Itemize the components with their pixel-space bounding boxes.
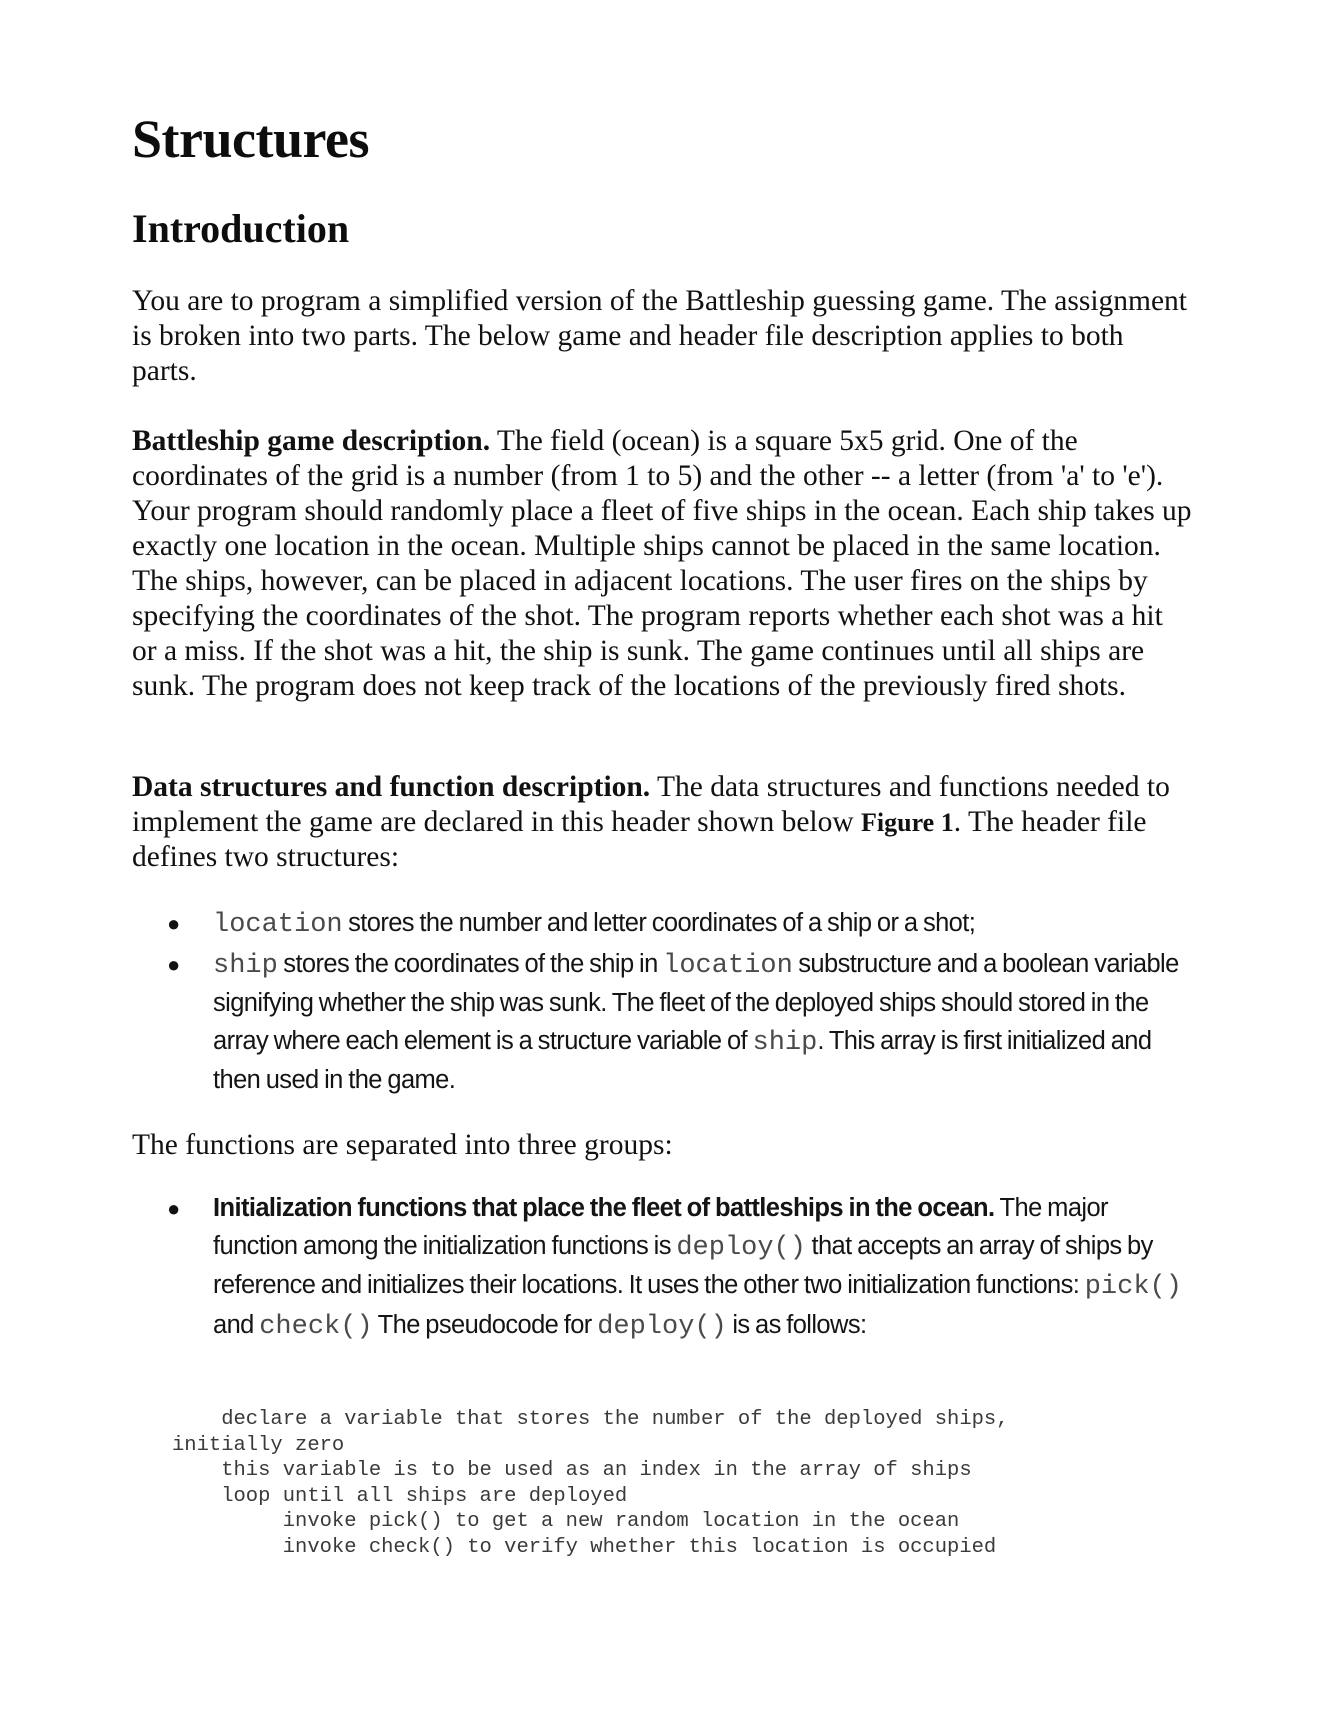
section-heading-introduction: Introduction [132,206,350,251]
code-location: location [213,910,343,940]
list-item-text: . This array is first initialized and then used in the game. [213,1026,1152,1094]
code-line: this variable is to be used as an index in the array of ships [172,1459,972,1483]
list-item-text: that accepts an array of ships by reference and initializes their locations. It uses the other two initialization functions: [213,1231,1153,1299]
list-item-initialization-functions [132,1190,1192,1346]
list-item-text: substructure and a boolean variable signifying whether the ship was sunk. The fleet of the deployed ships should stored in the array where each element is a structure variable of [213,949,1179,1055]
code-deploy: deploy() [597,1311,727,1342]
list-item-text: stores the number and letter coordinates of a ship or a shot; [342,909,976,937]
data-description-lead: Data structures and function description. [132,771,651,803]
code-deploy: deploy() [676,1232,806,1263]
code-ship: ship [213,950,278,981]
data-description-body: The data structures and functions needed to implement the game are declared in this header shown below [132,771,1170,838]
list-item-text: The major function among the initialization functions is [213,1194,1108,1260]
list-item-ship-struct [132,946,1192,1100]
code-line: invoke check() to verify whether this location is occupied [172,1535,997,1559]
game-description-lead: Battleship game description. [132,425,491,457]
list-item-text: and [213,1310,260,1339]
list-item-location-struct [132,905,1192,945]
bullet-icon: ● [167,951,180,977]
code-line: loop until all ships are deployed [172,1484,628,1508]
code-line: invoke pick() to get a new random location in the ocean [172,1510,960,1534]
game-description-body: The field (ocean) is a square 5x5 grid. One of the coordinates of the grid is a number (from 1 to 5) and the other -- a letter (from 'a' to 'e'). Your program should randomly place a fleet of five ships in the ocean. Each ship takes up exactly one location in the ocean. Multiple ships cannot be placed in the same location. The ships, however, can be placed in adjacent locations. The user fires on the ships by specifying the coordinates of the shot. The program reports whether each shot was a hit or a miss. If the shot was a hit, the ship is sunk. The game continues until all ships are sunk. The program does not keep track of the locations of the previously fired shots. [132,425,1192,702]
document-title: Structures [132,109,369,169]
list-item-text: stores the coordinates of the ship in [277,949,664,978]
code-check: check() [259,1311,373,1342]
code-location: location [663,950,793,981]
code-ship: ship [752,1027,818,1058]
code-pick: pick() [1084,1272,1182,1302]
data-description-body-end: . The header file defines two structures: [132,806,1147,873]
structures-list [132,905,1192,1101]
data-description-paragraph [132,770,1192,875]
code-line: declare a variable that stores the number of the deployed ships, [172,1408,1009,1431]
bullet-icon: ● [167,1196,180,1221]
function-groups-list [132,1190,1192,1346]
group-lead: Initialization functions that place the fleet of battleships in the ocean. [213,1194,995,1222]
code-line: initially zero [172,1433,345,1457]
list-item-text: The pseudocode for [372,1310,598,1339]
game-description-paragraph [132,424,1192,704]
bullet-icon: ● [167,911,180,936]
intro-paragraph: You are to program a simplified version of the Battleship guessing game. The assignment is broken into two parts. The below game and header file description applies to both parts. [132,285,1187,387]
figure-reference: Figure 1 [861,808,954,837]
deploy-pseudocode-block [172,1407,1009,1561]
function-groups-intro: The functions are separated into three groups: [132,1129,673,1161]
list-item-text: is as follows: [726,1310,867,1339]
